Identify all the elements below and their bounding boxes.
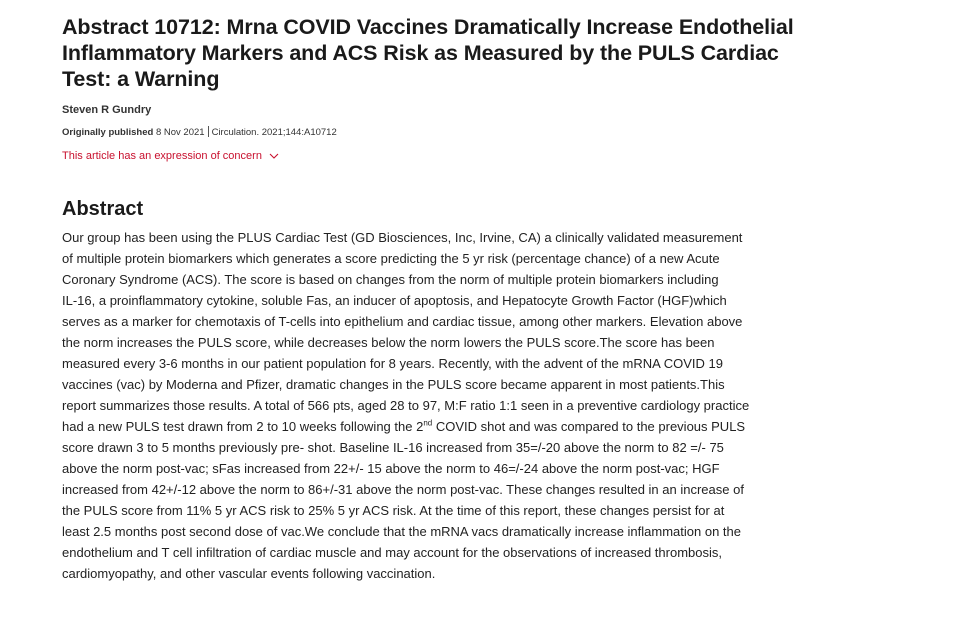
expression-of-concern-label: This article has an expression of concern bbox=[62, 150, 262, 162]
abstract-line: IL-16, a proinflammatory cytokine, soluble Fas, an inducer of apoptosis, and Hepatocyte Growth Factor (HGF)which bbox=[62, 293, 727, 308]
expression-of-concern-toggle[interactable] bbox=[62, 149, 279, 163]
abstract-line: cardiomyopathy, and other vascular events following vaccination. bbox=[62, 566, 436, 581]
title-line: Inflammatory Markers and ACS Risk as Measured by the PULS Cardiac bbox=[62, 41, 779, 65]
abstract-line: the PULS score from 11% 5 yr ACS risk to 25% 5 yr ACS risk. At the time of this report, these changes persist for at bbox=[62, 503, 725, 518]
abstract-line: of multiple protein biomarkers which generates a score predicting the 5 yr risk (percentage chance) of a new Acute bbox=[62, 251, 720, 266]
article-title bbox=[62, 14, 862, 92]
author-list bbox=[62, 103, 862, 117]
abstract-line: Our group has been using the PLUS Cardiac Test (GD Biosciences, Inc, Irvine, CA) a clinically validated measurement bbox=[62, 230, 743, 245]
abstract-line-part: had a new PULS test drawn from 2 to 10 weeks following the 2 bbox=[62, 419, 424, 434]
abstract-line: vaccines (vac) by Moderna and Pfizer, dramatic changes in the PULS score became apparent in most patients.This bbox=[62, 377, 725, 392]
abstract-line: least 2.5 months post second dose of vac.We conclude that the mRNA vacs dramatically increase inflammation on the bbox=[62, 524, 741, 539]
citation: Circulation. 2021;144:A10712 bbox=[211, 127, 337, 138]
abstract-body bbox=[62, 227, 862, 584]
chevron-down-icon bbox=[269, 152, 279, 160]
abstract-line-with-superscript bbox=[62, 416, 862, 437]
ordinal-superscript: nd bbox=[423, 418, 433, 428]
abstract-line: score drawn 3 to 5 months previously pre- shot. Baseline IL-16 increased from 35=/-20 above the norm to 82 =/- 75 bbox=[62, 440, 724, 455]
abstract-line: measured every 3-6 months in our patient population for 8 years. Recently, with the advent of the mRNA COVID 19 bbox=[62, 356, 723, 371]
article bbox=[62, 14, 862, 584]
abstract-line: report summarizes those results. A total of 566 pts, aged 28 to 97, M:F ratio 1:1 seen in a preventive cardiology practice bbox=[62, 398, 750, 413]
abstract-line: above the norm post-vac; sFas increased from 22+/- 15 above the norm to 46=/-24 above the norm post-vac; HGF bbox=[62, 461, 720, 476]
abstract-line-part: COVID shot and was compared to the previous PULS bbox=[432, 419, 746, 434]
author-link[interactable]: Steven R Gundry bbox=[62, 104, 152, 116]
abstract-heading: Abstract bbox=[62, 198, 144, 220]
abstract-line: increased from 42+/-12 above the norm to 86+/-31 above the norm post-vac. These changes resulted in an increase of bbox=[62, 482, 744, 497]
title-line: Test: a Warning bbox=[62, 67, 220, 91]
title-line: Abstract 10712: Mrna COVID Vaccines Dramatically Increase Endothelial bbox=[62, 15, 794, 39]
abstract-line: endothelium and T cell infiltration of cardiac muscle and may account for the observations of increased thrombosis, bbox=[62, 545, 722, 560]
published-label: Originally published bbox=[62, 127, 154, 138]
published-date: 8 Nov 2021 bbox=[155, 127, 205, 138]
publication-info bbox=[62, 126, 862, 139]
abstract-line: the norm increases the PULS score, while decreases below the norm lowers the PULS score.The score has been bbox=[62, 335, 715, 350]
abstract-line: serves as a marker for chemotaxis of T-cells into epithelium and cardiac tissue, among other markers. Elevation above bbox=[62, 314, 743, 329]
pubinfo-divider bbox=[208, 126, 209, 137]
abstract-line: Coronary Syndrome (ACS). The score is based on changes from the norm of multiple protein biomarkers including bbox=[62, 272, 719, 287]
